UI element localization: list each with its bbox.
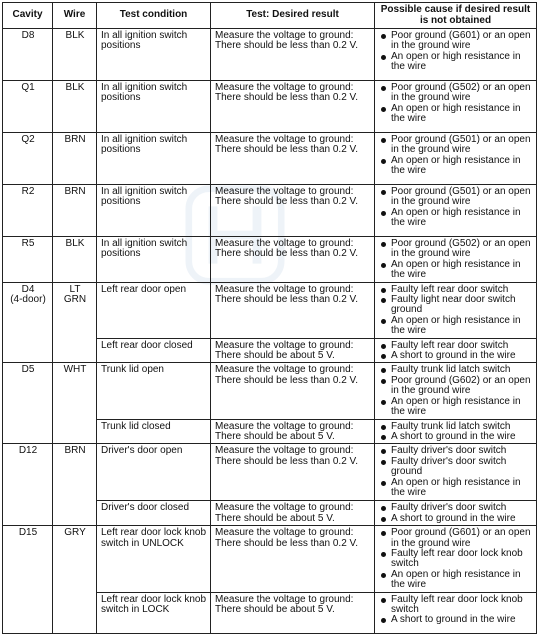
test-condition-cell: Trunk lid closed	[97, 419, 211, 444]
wire-color: GRY	[64, 527, 86, 539]
cause-list	[379, 595, 533, 626]
cause-item: A short to ground in the wire	[379, 514, 533, 524]
cause-item: An open or high resistance in the wire	[379, 397, 533, 418]
cavity-label: Q1	[21, 82, 35, 93]
possible-cause-cell	[375, 185, 537, 237]
wire-color: BLK	[65, 82, 85, 93]
test-condition-cell: In all ignition switch positions	[97, 237, 211, 283]
table-row	[3, 29, 537, 81]
desired-result-cell: Measure the voltage to ground: There should be less than 0.2 V.	[211, 29, 375, 81]
cavity-cell	[3, 29, 53, 81]
cavity-label: R2	[21, 186, 35, 197]
cause-item: Poor ground (G502) or an open in the ground wire	[379, 239, 533, 260]
cause-list	[379, 135, 533, 177]
cause-item: Poor ground (G601) or an open in the ground wire	[379, 528, 533, 549]
cause-item: An open or high resistance in the wire	[379, 156, 533, 177]
wire-cell	[53, 444, 97, 526]
test-condition-cell: Left rear door closed	[97, 338, 211, 363]
cavity-label: D4	[21, 283, 35, 295]
cause-item: An open or high resistance in the wire	[379, 260, 533, 281]
cause-item: An open or high resistance in the wire	[379, 478, 533, 499]
possible-cause-cell	[375, 338, 537, 363]
desired-result-cell: Measure the voltage to ground: There should be less than 0.2 V.	[211, 237, 375, 283]
header-test-condition: Test condition	[97, 3, 211, 29]
wire-cell	[53, 185, 97, 237]
wire-cell	[53, 29, 97, 81]
cause-item: Faulty left rear door switch	[379, 285, 533, 295]
cause-list	[379, 187, 533, 229]
desired-result-cell: Measure the voltage to ground: There should be less than 0.2 V.	[211, 282, 375, 338]
cavity-cell	[3, 282, 53, 363]
wire-color: BLK	[65, 30, 85, 41]
cause-item: Faulty driver's door switch	[379, 503, 533, 513]
test-condition-cell: In all ignition switch positions	[97, 81, 211, 133]
table-row	[3, 282, 537, 338]
table-row	[3, 133, 537, 185]
wire-color: BRN	[64, 445, 86, 457]
cause-item: An open or high resistance in the wire	[379, 208, 533, 229]
desired-result-cell: Measure the voltage to ground: There should be about 5 V.	[211, 592, 375, 633]
cause-list	[379, 239, 533, 281]
table-body	[3, 29, 537, 634]
cause-item: Faulty left rear door switch	[379, 341, 533, 351]
test-condition-cell: In all ignition switch positions	[97, 133, 211, 185]
cause-list	[379, 528, 533, 590]
wire-cell	[53, 237, 97, 283]
cause-item: Faulty trunk lid latch switch	[379, 365, 533, 375]
cause-item: Faulty driver's door switch	[379, 446, 533, 456]
possible-cause-cell	[375, 526, 537, 592]
cavity-cell	[3, 363, 53, 444]
cause-item: Faulty driver's door switch ground	[379, 457, 533, 478]
desired-result-cell: Measure the voltage to ground: There should be less than 0.2 V.	[211, 526, 375, 592]
test-condition-cell: Driver's door open	[97, 444, 211, 501]
cause-list	[379, 31, 533, 73]
desired-result-cell: Measure the voltage to ground: There should be less than 0.2 V.	[211, 363, 375, 419]
cavity-label: D12	[18, 445, 38, 457]
cause-list	[379, 503, 533, 524]
table-row	[3, 526, 537, 592]
cause-item: Poor ground (G502) or an open in the ground wire	[379, 83, 533, 104]
wire-cell	[53, 133, 97, 185]
cause-item: An open or high resistance in the wire	[379, 316, 533, 337]
test-condition-cell: Left rear door lock knob switch in LOCK	[97, 592, 211, 633]
cavity-cell	[3, 444, 53, 526]
wire-color-2: GRN	[63, 294, 87, 306]
cause-item: Poor ground (G602) or an open in the ground wire	[379, 376, 533, 397]
desired-result-cell: Measure the voltage to ground: There should be about 5 V.	[211, 338, 375, 363]
cause-item: Faulty left rear door lock knob switch	[379, 549, 533, 570]
possible-cause-cell	[375, 592, 537, 633]
cavity-cell	[3, 133, 53, 185]
test-condition-cell: Trunk lid open	[97, 363, 211, 419]
desired-result-cell: Measure the voltage to ground: There should be about 5 V.	[211, 419, 375, 444]
cavity-label: D8	[21, 30, 35, 41]
cause-item: Poor ground (G501) or an open in the ground wire	[379, 187, 533, 208]
possible-cause-cell	[375, 282, 537, 338]
cause-item: A short to ground in the wire	[379, 351, 533, 361]
possible-cause-cell	[375, 419, 537, 444]
cause-list	[379, 285, 533, 337]
wire-color: LT	[69, 283, 81, 295]
table-row	[3, 185, 537, 237]
cause-list	[379, 341, 533, 362]
test-condition-cell: In all ignition switch positions	[97, 29, 211, 81]
cause-item: Faulty light near door switch ground	[379, 295, 533, 316]
header-desired-result: Test: Desired result	[211, 3, 375, 29]
test-condition-cell: Driver's door closed	[97, 501, 211, 526]
desired-result-cell: Measure the voltage to ground: There should be about 5 V.	[211, 501, 375, 526]
header-possible-cause: Possible cause if desired result is not obtained	[375, 3, 537, 29]
possible-cause-cell	[375, 444, 537, 501]
cause-list	[379, 83, 533, 125]
table-row	[3, 444, 537, 501]
cavity-cell	[3, 237, 53, 283]
header-cavity: Cavity	[3, 3, 53, 29]
cause-item: Poor ground (G501) or an open in the ground wire	[379, 135, 533, 156]
cause-item: Faulty left rear door lock knob switch	[379, 595, 533, 616]
cavity-label: D15	[18, 527, 38, 539]
possible-cause-cell	[375, 363, 537, 419]
cause-item: Faulty trunk lid latch switch	[379, 422, 533, 432]
cause-list	[379, 446, 533, 498]
cavity-label: Q2	[21, 134, 35, 145]
possible-cause-cell	[375, 29, 537, 81]
header-wire: Wire	[53, 3, 97, 29]
possible-cause-cell	[375, 133, 537, 185]
cavity-note: (4-door)	[10, 294, 46, 306]
cause-item: Poor ground (G601) or an open in the ground wire	[379, 31, 533, 52]
cause-list	[379, 365, 533, 417]
wire-color: BRN	[64, 186, 86, 197]
wire-color: BLK	[65, 238, 85, 249]
wire-cell	[53, 282, 97, 363]
test-condition-cell: In all ignition switch positions	[97, 185, 211, 237]
desired-result-cell: Measure the voltage to ground: There should be less than 0.2 V.	[211, 185, 375, 237]
wire-color: WHT	[63, 364, 87, 376]
test-table	[2, 2, 537, 634]
cause-item: An open or high resistance in the wire	[379, 570, 533, 591]
cavity-label: R5	[21, 238, 35, 249]
table-row	[3, 363, 537, 419]
wire-cell	[53, 526, 97, 633]
table-row	[3, 81, 537, 133]
desired-result-cell: Measure the voltage to ground: There should be less than 0.2 V.	[211, 133, 375, 185]
test-condition-cell: Left rear door open	[97, 282, 211, 338]
wire-cell	[53, 363, 97, 444]
possible-cause-cell	[375, 81, 537, 133]
wire-cell	[53, 81, 97, 133]
desired-result-cell: Measure the voltage to ground: There should be less than 0.2 V.	[211, 444, 375, 501]
cavity-label: D5	[21, 364, 35, 376]
cause-list	[379, 422, 533, 443]
test-condition-cell: Left rear door lock knob switch in UNLOCK	[97, 526, 211, 592]
cause-item: An open or high resistance in the wire	[379, 52, 533, 73]
possible-cause-cell	[375, 501, 537, 526]
wire-color: BRN	[64, 134, 86, 145]
cause-item: A short to ground in the wire	[379, 615, 533, 625]
cause-item: A short to ground in the wire	[379, 432, 533, 442]
cavity-cell	[3, 526, 53, 633]
cause-item: An open or high resistance in the wire	[379, 104, 533, 125]
possible-cause-cell	[375, 237, 537, 283]
desired-result-cell: Measure the voltage to ground: There should be less than 0.2 V.	[211, 81, 375, 133]
table-row	[3, 237, 537, 283]
cavity-cell	[3, 185, 53, 237]
header-row	[3, 3, 537, 29]
cavity-cell	[3, 81, 53, 133]
